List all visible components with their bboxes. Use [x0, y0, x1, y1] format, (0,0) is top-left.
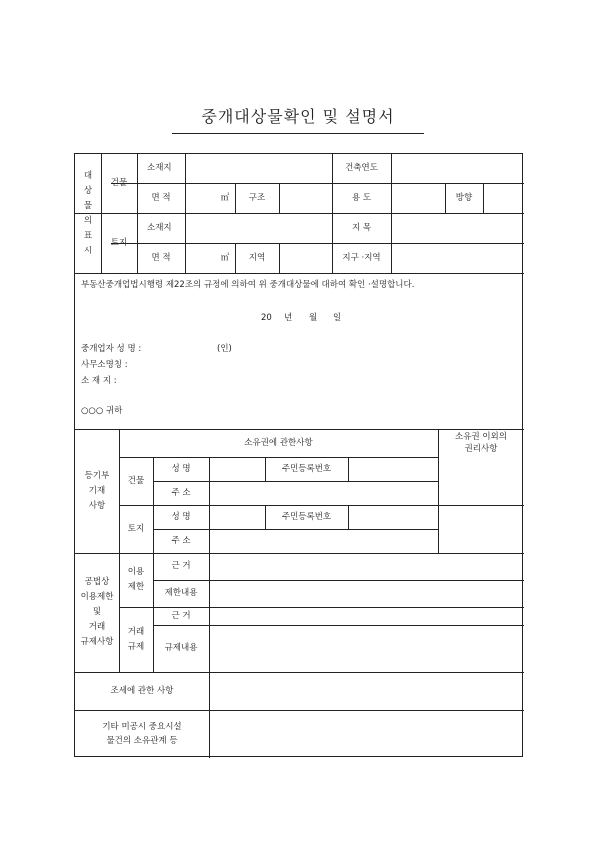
col-divider [279, 243, 280, 273]
building-area-label: 면 적 [151, 192, 171, 203]
trade-basis-label: 근 거 [171, 610, 191, 621]
use-basis-label: 근 거 [171, 561, 191, 571]
other-facilities-label: 기타 미공시 중요시설 물건의 소유관계 등 [102, 722, 182, 746]
trade-regulation-label: 거래 규제 [127, 626, 145, 652]
direction-label: 방향 [455, 192, 473, 203]
date-year: 20 [261, 313, 272, 323]
regulation-content-label: 규제내용 [164, 643, 198, 653]
office-name-label: 사무소명칭 : [81, 360, 128, 370]
use-restriction-label: 이용 제한 [127, 567, 145, 592]
document-title: 중개대상물확인 및 설명서 [172, 104, 424, 134]
col-divider [209, 457, 210, 553]
ownership-header: 소유권에 관한사항 [244, 437, 313, 448]
address-label: 소 재 지 : [81, 376, 117, 386]
area-unit: ㎡ [220, 192, 230, 203]
col-divider [279, 183, 280, 213]
registry-name-label: 성 명 [171, 463, 191, 474]
public-law-side-label: 공법상 이용제한 및 거래 규제사항 [80, 577, 114, 647]
restriction-content-label: 제한내용 [164, 588, 198, 598]
registry-side-label: 등기부 기재 사항 [84, 470, 110, 511]
structure-label: 구조 [248, 192, 266, 203]
col-divider [348, 505, 349, 529]
land-location-label: 소재지 [147, 222, 172, 233]
land-category-label: 지 목 [351, 222, 372, 233]
registry-land-name-label: 성 명 [171, 511, 191, 522]
registry-land-id-label: 주민등록번호 [281, 511, 332, 522]
statement-text: 부동산중개업법시행령 제22조의 규정에 의하여 위 중개대상물에 대하여 확인 ·설명합니다. [81, 280, 415, 290]
registry-building-label: 건물 [127, 475, 145, 486]
col-divider [391, 154, 392, 273]
recipient-label: ○○○ 귀하 [81, 406, 123, 416]
registry-id-label: 주민등록번호 [281, 463, 332, 474]
form-table [74, 153, 523, 757]
zone-label: 지역 [248, 252, 266, 263]
col-divider [483, 183, 484, 213]
registry-land-address-label: 주 소 [171, 535, 191, 546]
object-side-label: 대 상 물 의 표 시 [83, 170, 93, 256]
col-divider [185, 154, 186, 273]
land-area-label: 면 적 [151, 252, 171, 263]
col-divider [348, 457, 349, 481]
building-label: 건물 [110, 178, 128, 188]
land-label: 토지 [110, 237, 128, 248]
land-area-unit: ㎡ [220, 252, 230, 263]
registry-address-label: 주 소 [171, 487, 191, 498]
row-divider [75, 273, 524, 274]
registry-land-label: 토지 [127, 523, 145, 534]
other-rights-header: 소유권 이외의 권리사항 [455, 432, 507, 454]
seal-mark: (인) [217, 344, 232, 354]
broker-name-label: 중개업자 성 명 : [81, 344, 142, 354]
date-m: 월 [309, 313, 318, 323]
usage-label: 용 도 [351, 192, 372, 203]
tax-label: 조세에 관한 사항 [110, 685, 174, 696]
date-y: 년 [284, 313, 293, 323]
district-label: 지구 ·지역 [342, 252, 381, 263]
col-divider [209, 553, 210, 758]
built-year-label: 건축연도 [345, 163, 378, 173]
building-location-label: 소재지 [147, 163, 172, 173]
date-d: 일 [333, 313, 342, 323]
